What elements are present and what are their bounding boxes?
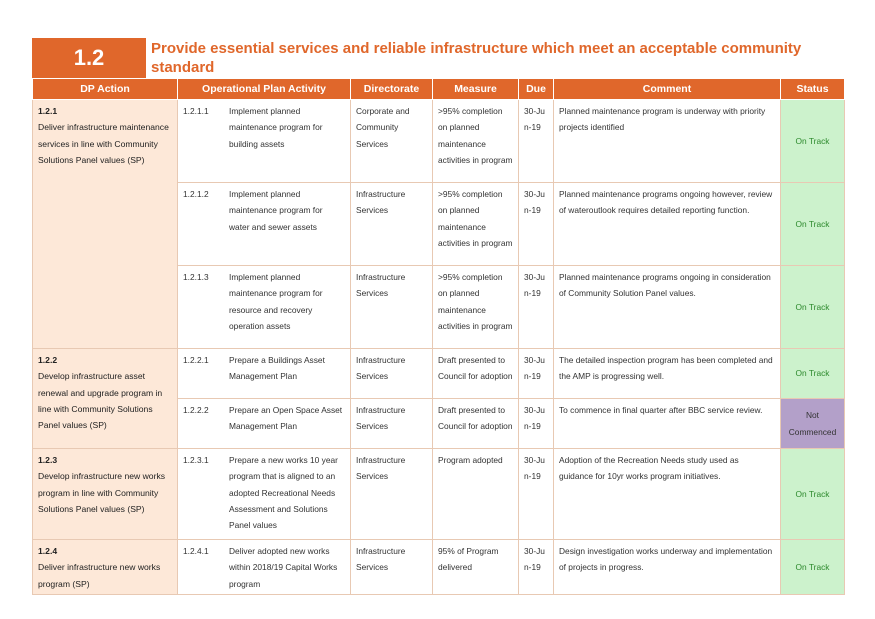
comment-cell: Adoption of the Recreation Needs study used as guidance for 10yr works program initiatives. (554, 449, 781, 540)
activity-text: Prepare a Buildings Asset Management Plan (229, 355, 325, 382)
activity-id: 1.2.2.1 (183, 355, 209, 365)
measure-cell: Program adopted (433, 449, 519, 540)
dp-action-cell (33, 349, 178, 449)
directorate-cell: Infrastructure Services (351, 449, 433, 540)
col-comment: Comment (554, 79, 781, 100)
section-header (32, 38, 844, 78)
activity-text: Prepare a new works 10 year program that is aligned to an adopted Recreational Needs Assessment and Solutions Panel values (229, 455, 338, 531)
activity-id: 1.2.1.3 (183, 272, 209, 282)
due-cell: 30-Jun-19 (519, 540, 554, 595)
activity-id: 1.2.3.1 (183, 455, 209, 465)
table-row (33, 449, 845, 540)
directorate-cell: Infrastructure Services (351, 266, 433, 349)
comment-cell: Planned maintenance programs ongoing in consideration of Community Solution Panel values. (554, 266, 781, 349)
measure-cell: 95% of Program delivered (433, 540, 519, 595)
due-cell: 30-Jun-19 (519, 349, 554, 399)
dp-action-code: 1.2.2 (38, 355, 58, 365)
activity-cell (178, 266, 351, 349)
activity-id: 1.2.1.1 (183, 106, 209, 116)
measure-cell: >95% completion on planned maintenance activities in program (433, 266, 519, 349)
activity-cell (178, 183, 351, 266)
col-activity: Operational Plan Activity (178, 79, 351, 100)
directorate-cell: Infrastructure Services (351, 183, 433, 266)
measure-cell: >95% completion on planned maintenance activities in program (433, 183, 519, 266)
dp-action-text: Deliver infrastructure maintenance services in line with Community Solutions Panel values (SP) (38, 122, 169, 165)
dp-action-cell (33, 100, 178, 349)
comment-cell: To commence in final quarter after BBC service review. (554, 399, 781, 449)
activity-cell (178, 540, 351, 595)
comment-cell: Planned maintenance programs ongoing however, review of wateroutlook requires detailed reporting function. (554, 183, 781, 266)
table-header-row (33, 79, 845, 100)
comment-cell: The detailed inspection program has been completed and the AMP is progressing well. (554, 349, 781, 399)
dp-action-text: Deliver infrastructure new works program (SP) (38, 562, 161, 589)
status-badge: On Track (781, 449, 845, 540)
measure-cell: Draft presented to Council for adoption (433, 349, 519, 399)
activity-cell (178, 449, 351, 540)
operational-plan-table (32, 78, 845, 595)
col-directorate: Directorate (351, 79, 433, 100)
activity-text: Prepare an Open Space Asset Management Plan (229, 405, 343, 432)
comment-cell: Planned maintenance program is underway with priority projects identified (554, 100, 781, 183)
table-row (33, 540, 845, 595)
due-cell: 30-Jun-19 (519, 449, 554, 540)
status-badge: Not Commenced (781, 399, 845, 449)
status-badge: On Track (781, 100, 845, 183)
activity-cell (178, 399, 351, 449)
directorate-cell: Infrastructure Services (351, 399, 433, 449)
dp-action-code: 1.2.4 (38, 546, 58, 556)
col-due: Due (519, 79, 554, 100)
measure-cell: Draft presented to Council for adoption (433, 399, 519, 449)
status-badge: On Track (781, 540, 845, 595)
activity-text: Implement planned maintenance program for resource and recovery operation assets (229, 272, 323, 331)
table-row (33, 349, 845, 399)
section-title: Provide essential services and reliable infrastructure which meet an acceptable community standard (151, 40, 802, 76)
due-cell: 30-Jun-19 (519, 266, 554, 349)
status-badge: On Track (781, 266, 845, 349)
due-cell: 30-Jun-19 (519, 183, 554, 266)
activity-text: Implement planned maintenance program for water and sewer assets (229, 189, 323, 232)
status-badge: On Track (781, 183, 845, 266)
table-row (33, 100, 845, 183)
dp-action-text: Develop infrastructure asset renewal and upgrade program in line with Community Solutions Panel values (SP) (38, 371, 163, 431)
col-dp-action: DP Action (33, 79, 178, 100)
activity-id: 1.2.2.2 (183, 405, 209, 415)
activity-text: Deliver adopted new works within 2018/19 Capital Works program (229, 546, 338, 589)
activity-id: 1.2.1.2 (183, 189, 209, 199)
col-status: Status (781, 79, 845, 100)
dp-action-text: Develop infrastructure new works program in line with Community Solutions Panel values (SP) (38, 471, 166, 514)
section-number: 1.2 (32, 38, 146, 78)
directorate-cell: Infrastructure Services (351, 540, 433, 595)
comment-cell: Design investigation works underway and implementation of projects in progress. (554, 540, 781, 595)
due-cell: 30-Jun-19 (519, 399, 554, 449)
due-cell: 30-Jun-19 (519, 100, 554, 183)
activity-id: 1.2.4.1 (183, 546, 209, 556)
col-measure: Measure (433, 79, 519, 100)
activity-cell (178, 100, 351, 183)
dp-action-cell (33, 540, 178, 595)
dp-action-code: 1.2.1 (38, 106, 58, 116)
directorate-cell: Infrastructure Services (351, 349, 433, 399)
activity-cell (178, 349, 351, 399)
measure-cell: >95% completion on planned maintenance activities in program (433, 100, 519, 183)
dp-action-cell (33, 449, 178, 540)
dp-action-code: 1.2.3 (38, 455, 58, 465)
directorate-cell: Corporate and Community Services (351, 100, 433, 183)
status-badge: On Track (781, 349, 845, 399)
activity-text: Implement planned maintenance program for building assets (229, 106, 323, 149)
